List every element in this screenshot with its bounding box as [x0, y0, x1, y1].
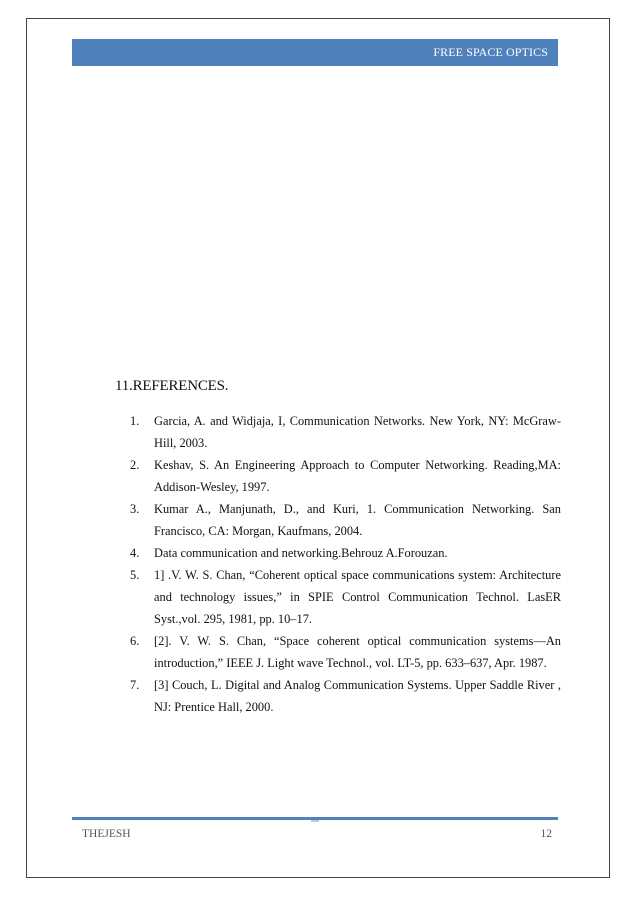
reference-item: [130, 454, 561, 498]
reference-text: Kumar A., Manjunath, D., and Kuri, 1. Communication Networking. San Francisco, CA: Morgan, Kaufmans, 2004.: [154, 502, 561, 538]
reference-number: 7.: [130, 678, 140, 692]
header-bar: [72, 39, 558, 66]
reference-item: [130, 498, 561, 542]
reference-item: [130, 542, 561, 564]
reference-number: 1.: [130, 414, 140, 428]
reference-text: Garcia, A. and Widjaja, I, Communication Networks. New York, NY: McGraw- Hill, 2003.: [154, 414, 561, 450]
reference-number: 6.: [130, 634, 140, 648]
reference-text: [2]. V. W. S. Chan, “Space coherent optical communication systems—An introduction,” IEEE J. Light wave Technol., vol. LT-5, pp. 633–637, Apr. 1987.: [154, 634, 561, 670]
footer-divider-mark: [311, 820, 319, 822]
reference-text: 1] .V. W. S. Chan, “Coherent optical space communications system: Architecture and technology issues,” in SPIE Control Communication Technol. LasER Syst.,vol. 295, 1981, pp. 10–17.: [154, 568, 561, 626]
footer-divider: [72, 817, 558, 820]
header-title: FREE SPACE OPTICS: [433, 45, 548, 59]
reference-number: 5.: [130, 568, 140, 582]
reference-item: [130, 410, 561, 454]
reference-list: [130, 410, 561, 718]
footer-author: THEJESH: [82, 828, 131, 840]
reference-number: 3.: [130, 502, 140, 516]
reference-item: [130, 630, 561, 674]
reference-item: [130, 564, 561, 630]
page-number: 12: [540, 828, 552, 840]
reference-text: Keshav, S. An Engineering Approach to Computer Networking. Reading,MA: Addison-Wesley, 1997.: [154, 458, 561, 494]
reference-text: [3] Couch, L. Digital and Analog Communication Systems. Upper Saddle River , NJ: Prentice Hall, 2000.: [154, 678, 561, 714]
reference-item: [130, 674, 561, 718]
reference-text: Data communication and networking.Behrouz A.Forouzan.: [154, 546, 448, 560]
reference-number: 2.: [130, 458, 140, 472]
section-title: 11.REFERENCES.: [115, 378, 229, 394]
reference-number: 4.: [130, 546, 140, 560]
